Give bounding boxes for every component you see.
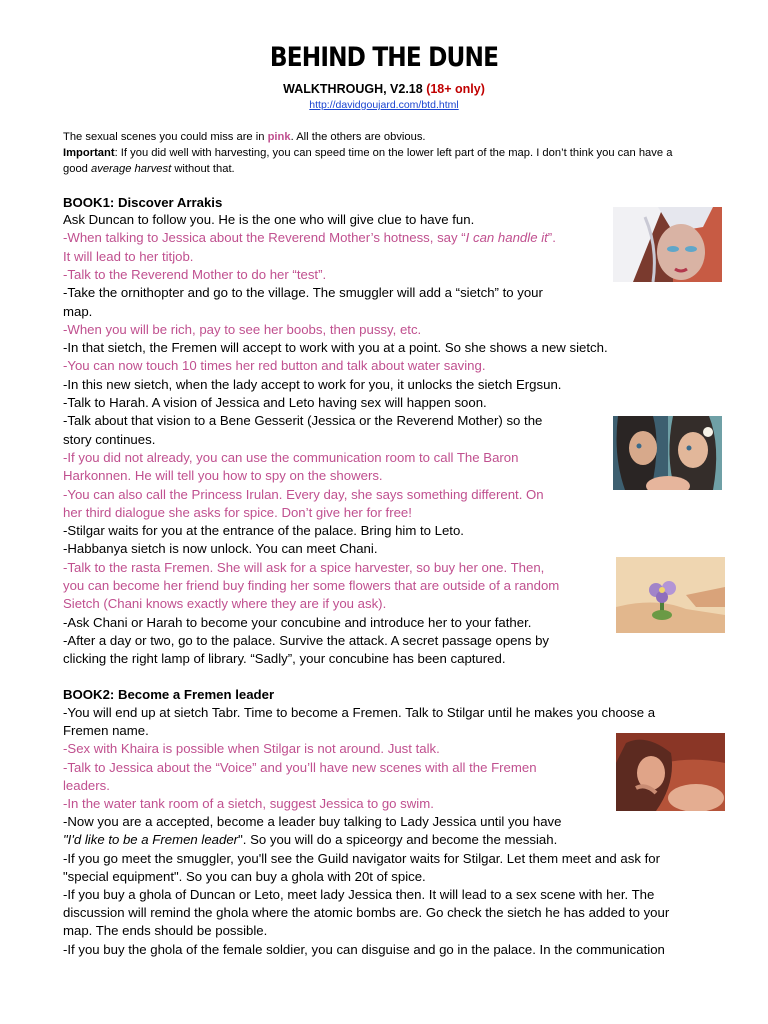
book1-line — [63, 559, 544, 577]
line-text: -When talking to Jessica about the Reverend Mother’s hotness, say “ — [63, 230, 466, 246]
book2-line — [63, 777, 110, 795]
line-text: ". So you will do a spiceorgy and become the messiah. — [238, 832, 558, 848]
line-text: -Talk to Harah. A vision of Jessica and Leto having sex will happen soon. — [63, 395, 487, 410]
line-text: map. The ends should be possible. — [63, 923, 268, 939]
book1-line — [63, 211, 474, 229]
book2-line — [63, 795, 434, 813]
book1-line — [63, 229, 556, 247]
intro-text: . All the others are obvious. — [290, 131, 426, 143]
intro-text: good — [63, 163, 91, 175]
book1-line — [63, 357, 486, 375]
line-text: -If you did not already, you can use the communication room to call The Baron — [63, 449, 519, 465]
website-link[interactable]: http://davidgoujard.com/btd.html — [309, 99, 459, 111]
khaira-image — [616, 733, 725, 811]
line-text: -In the water tank room of a sietch, suggest Jessica to go swim. — [63, 796, 434, 811]
book2-line — [63, 740, 440, 758]
book1-line — [63, 339, 608, 357]
book1-line — [63, 266, 326, 284]
line-text: -You can also call the Princess Irulan. Every day, she says something different. On — [63, 486, 544, 502]
line-text: -When you will be rich, pay to see her boobs, then pussy, etc. — [63, 321, 422, 337]
line-text: ”. — [547, 230, 556, 246]
line-text: -Habbanya sietch is now unlock. You can meet Chani. — [63, 541, 378, 557]
line-text: map. — [63, 303, 93, 319]
book1-line — [63, 595, 386, 613]
desert-flower-image — [616, 557, 725, 633]
subtitle-main: WALKTHROUGH, V2.18 — [283, 82, 427, 96]
line-text: -Sex with Khaira is possible when Stilgar is not around. Just talk. — [63, 741, 440, 757]
book1-line — [63, 504, 412, 522]
book2-line — [63, 922, 267, 940]
line-text: Harkonnen. He will tell you how to spy on the showers. — [63, 468, 383, 484]
line-italic: I can handle it — [465, 230, 548, 246]
line-text: -Ask Chani or Harah to become your concubine and introduce her to your father. — [63, 614, 532, 630]
book2-line — [63, 831, 557, 849]
line-text: Fremen name. — [63, 723, 149, 739]
line-text: -After a day or two, go to the palace. Survive the attack. A secret passage opens by — [63, 632, 550, 648]
book1-heading: BOOK1: Discover Arrakis — [63, 195, 223, 210]
line-text: Ask Duncan to follow you. He is the one who will give clue to have fun. — [63, 212, 475, 227]
book1-line — [63, 650, 506, 668]
book1-line — [63, 614, 531, 632]
book2-line — [63, 886, 654, 904]
line-text: -You can now touch 10 times her red button and talk about water saving. — [63, 358, 486, 374]
line-text: -Stilgar waits for you at the entrance of the palace. Bring him to Leto. — [63, 523, 464, 539]
book1-line — [63, 540, 378, 558]
line-text: -If you go meet the smuggler, you'll see the Guild navigator waits for Stilgar. Let them meet and ask for — [63, 850, 660, 866]
line-text: -Take the ornithopter and go to the village. The smuggler will add a “sietch” to your — [63, 285, 543, 301]
intro-text: The sexual scenes you could miss are in — [63, 131, 268, 143]
subtitle — [0, 82, 768, 96]
line-text: -Talk to Jessica about the “Voice” and you’ll have new scenes with all the Fremen — [63, 759, 537, 775]
line-text: -If you buy a ghola of Duncan or Leto, meet lady Jessica then. It will lead to a sex scene with her. The — [63, 887, 655, 902]
line-text: -Talk to the rasta Fremen. She will ask for a spice harvester, so buy her one. Then, — [63, 559, 545, 575]
book1-line — [63, 412, 542, 430]
book2-line — [63, 759, 537, 777]
book2-line — [63, 722, 149, 740]
line-text: It will lead to her titjob. — [63, 248, 194, 264]
pink-keyword: pink — [267, 131, 291, 143]
book1-line — [63, 284, 543, 302]
line-italic: "I'd like to be a Fremen leader — [63, 832, 239, 848]
line-text: Sietch (Chani knows exactly where they are if you ask). — [63, 596, 387, 612]
book1-line — [63, 449, 518, 467]
book2-heading: BOOK2: Become a Fremen leader — [63, 687, 275, 702]
line-text: -Now you are a accepted, become a leader buy talking to Lady Jessica until you have — [63, 814, 562, 830]
book2-line — [63, 850, 660, 868]
book1-line — [63, 321, 421, 339]
line-text: leaders. — [63, 777, 110, 793]
line-text: clicking the right lamp of library. “Sadly”, your concubine has been captured. — [63, 651, 506, 667]
important-label: Important — [63, 147, 115, 159]
line-text: -In that sietch, the Fremen will accept to work with you at a point. So she shows a new sietch. — [63, 340, 608, 356]
age-warning: (18+ only) — [426, 82, 485, 96]
intro-paragraph — [63, 129, 713, 177]
book2-line — [63, 704, 655, 722]
two-women-image — [613, 416, 722, 490]
reverend-mother-image — [613, 207, 722, 282]
line-text: story continues. — [63, 431, 156, 447]
book1-line — [63, 632, 549, 650]
intro-text: : If you did well with harvesting, you can speed time on the lower left part of the map. I don’t think you can have a — [114, 147, 673, 159]
line-text: you can become her friend buy finding her some flowers that are outside of a random — [63, 578, 560, 593]
line-text: discussion will remind the ghola where the atomic bombs are. Go check the sietch he has added to your — [63, 905, 670, 921]
line-text: -If you buy the ghola of the female soldier, you can disguise and go in the palace. In the communication — [63, 941, 665, 957]
book2-line — [63, 868, 426, 886]
book2-line — [63, 904, 669, 922]
book1-line — [63, 248, 193, 266]
line-text: "special equipment". So you can buy a ghola with 20t of spice. — [63, 868, 426, 884]
book1-line — [63, 577, 559, 595]
book1-line — [63, 376, 561, 394]
book1-line — [63, 486, 544, 504]
line-text: -In this new sietch, when the lady accept to work for you, it unlocks the sietch Ergsun. — [63, 376, 562, 392]
intro-text: without that. — [171, 163, 235, 175]
book2-line — [63, 941, 665, 959]
line-text: her third dialogue she asks for spice. Don’t give her for free! — [63, 504, 412, 520]
page-title: BEHIND THE DUNE — [269, 42, 499, 73]
book1-line — [63, 431, 155, 449]
intro-italic: average harvest — [91, 163, 172, 175]
line-text: -Talk about that vision to a Bene Gesserit (Jessica or the Reverend Mother) so the — [63, 413, 543, 429]
book1-line — [63, 303, 92, 321]
line-text: -You will end up at sietch Tabr. Time to become a Fremen. Talk to Stilgar until he makes you choose a — [63, 705, 656, 720]
book1-line — [63, 467, 383, 485]
book2-line — [63, 813, 562, 831]
book1-line — [63, 522, 464, 540]
line-text: -Talk to the Reverend Mother to do her “test”. — [63, 266, 327, 282]
book1-line — [63, 394, 487, 412]
